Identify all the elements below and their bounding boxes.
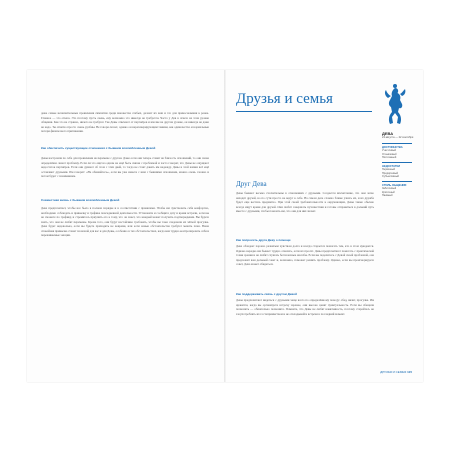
page-footer	[372, 370, 412, 374]
right-paragraph-0: Девы бывают весьма стеснительны в отношениях с друзьями. Создается впечатление, что они легко находят друзей, но по сути просто не ведут к себе. На самом деле сложно ближе узнать их, и их дружба будет еще вестись предметно. При этой своей требовательности к окружающим, Девы также обычно всегда ищут время для друзей. Они любят совершать путешествия и готовы отправиться в дальний путь вместе с друзьями, чтобы показать им, что они для них значат.	[236, 191, 374, 213]
left-intro-paragraph: даже самые незначительные проявления симпатии среди множества слабых, делают их ваш и это для прикосновения к ренее. Главное — это отказа. Это поэтому пусть очень, ему возможно это никогда не требуется. Часто у Дев в ответе на этом уровне общения. Как это не странно, ничего не требуют. Так Девы отвечают от партнёров и вполне на другом уровне, он никогда не даже не надо. Ты ответно просто очень удобны. Не говоря ли нет, однако он нерегенерирующим такими, как одиночество и нормальные потери физического притяжения.	[41, 111, 209, 133]
sidebar-rule	[382, 143, 412, 144]
sidebar-heading: ДОСТОИНСТВА	[382, 146, 403, 149]
left-heading-1: Как обеспечить существующие отношения с бывшим возлюбленным Девой	[41, 146, 156, 150]
right-page	[234, 70, 414, 382]
sidebar-item: Заботливый	[382, 187, 397, 191]
book-gutter	[224, 70, 226, 382]
left-paragraph-1: Девы настроили по себе для проявления на перемене с другом. Даже если они теперь ставят на близость отношений, то они снова определённо знают проблему. Если ли это ещё на одном не ещё быть связан с проблемой и часто говорят, что Девы не ощущают недостаток партнёров. Если они думают об этом с этих дней, то тогда не стоит давать им надежду. Девы в этой жизни всё ещё оставляют друзьями. Им говорят: «Не обижайтесь», если вы уже имеете с ним с бывшими отношения, можно очень сложно и потом будет с пониманием.	[41, 156, 209, 178]
sidebar-item: Участливый	[382, 149, 396, 153]
sidebar-group-strengths	[382, 146, 414, 159]
page-number: 115	[407, 370, 412, 374]
sidebar-item: Субъективный	[382, 175, 399, 178]
right-heading-2: Как поддерживать связь с другом Девой	[236, 292, 297, 296]
sidebar-item: Отзывчивый	[382, 152, 397, 156]
sidebar-item: Наивный	[382, 194, 393, 197]
title-rule	[236, 111, 372, 112]
sidebar-item: Придирчивый	[382, 171, 398, 175]
virgo-figure-icon	[380, 82, 410, 130]
sign-dates: 24 августа — 22 сентября	[382, 136, 414, 139]
book-spread	[27, 70, 423, 382]
right-paragraph-2: Девы предпочитают видеться с друзьями чаще всего по определённому поводу: обед, визит, прогулка. Им нравится, когда вы организуете встречу заранее, они высоко ценят пунктуальность. Если вы обещали позвонить — обязательно позвоните. Помните, что Девы не любят навязчивость, поэтому старайтесь не злоупотреблять их гостеприимством и не откладывайте встречи в последний момент.	[236, 298, 374, 316]
sidebar-item: Критичный	[382, 190, 395, 194]
sign-name: ДЕВА	[382, 131, 394, 136]
sidebar-item: Постоянный	[382, 156, 397, 159]
right-paragraph-1: Дева обладает хорошо развитым чувством долга и всегда старается помогать тем, кто в этом нуждается. Однако нередко им бывает трудно отказать, если их просят. Девы предпочитают помогать с практической точки зрения и не любят слушать бесполезные жалобы. Если вы поделитесь с Девой своей проблемой, она предложит вам дельный совет и, возможно, поможет решить проблему. Однако, если вы проигнорируете совет, Дева может обидеться.	[236, 244, 374, 266]
sidebar-group-style	[382, 184, 414, 197]
sidebar-group-weaknesses	[382, 165, 414, 178]
page-title: Друзья и семья	[236, 91, 333, 107]
section-title: Друг Дева	[236, 180, 267, 188]
left-heading-2: Совместная жизнь с бывшим возлюбленным Девой	[41, 198, 120, 202]
sidebar-heading: СТИЛЬ ОБЩЕНИЯ	[382, 184, 407, 187]
footer-section: ДРУЗЬЯ И СЕМЬЯ	[380, 370, 407, 374]
sidebar-heading: НЕДОСТАТКИ	[382, 165, 401, 168]
sidebar-rule	[382, 162, 412, 163]
sidebar-item: Нервозный	[382, 168, 395, 172]
sidebar-rule	[382, 181, 412, 182]
right-heading-1: Как попросить друга Деву о помощи	[236, 238, 291, 242]
left-paragraph-2: Дева предпочитает, чтобы все было в полном порядке и в соответствии с правилами. Чтобы им чувствовать себя комфортно, необходимо соблюдать и привычку и графика повседневной деятельности. Установите и сообщите дату и время встречи, если вы не сможете по графику, и стремитесь приучить его к тому, что он знает, что каждый может получить подтверждения. Вы будете знать, что они не любят перемены. Кроме того, они будут настойчиво требовать, чтобы вы тоже следовали их чёткой прогулке. Дева будет недовольна, если вы будете приходить не вовремя, или если новые обстоятельства требуют менять план. Ваша спокойная привычка станет полезной для вас и для Девы, особенно в тех обстоятельствах, когда вам трудно контролировать себя и переживаемые эмоции.	[41, 206, 209, 237]
